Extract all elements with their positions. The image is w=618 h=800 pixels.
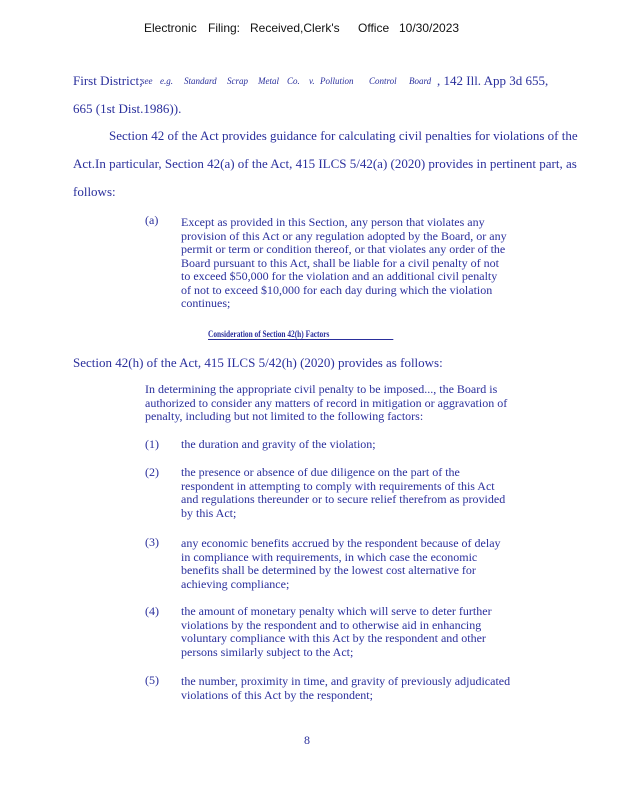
quote-a-text — [181, 216, 507, 311]
quote-line: permit or term or condition thereof, or that violates any order of the — [181, 242, 506, 256]
factor-line: the presence or absence of due diligence on the part of the — [181, 465, 460, 479]
citation-reporter: , 142 Ill. App 3d 655, — [437, 73, 549, 88]
factor-line: the number, proximity in time, and gravity of previously adjudicated — [181, 674, 511, 688]
citation-word: see — [141, 76, 153, 86]
para1-line3: follows: — [73, 184, 116, 199]
quote-line: Except as provided in this Section, any person that violates any — [181, 215, 485, 229]
factor-line: in compliance with requirements, in which case the economic — [181, 549, 478, 564]
quote-line: provision of this Act or any regulation adopted by the Board, or any — [181, 228, 507, 243]
factor-line: the duration and gravity of the violation; — [181, 437, 376, 451]
factor-number: (1) — [145, 437, 159, 451]
citation-word: Metal — [258, 76, 279, 86]
factor-line: persons similarly subject to the Act; — [181, 644, 354, 659]
citation-line2: 665 (1st Dist.1986)). — [73, 101, 182, 116]
quote-line: In determining the appropriate civil penalty to be imposed..., the Board is — [145, 382, 498, 396]
header-office: Office — [358, 21, 390, 35]
header-electronic: Electronic — [144, 21, 197, 35]
citation-word: Scrap — [227, 76, 248, 86]
quote-line: Board pursuant to this Act, shall be liable for a civil penalty of not — [181, 255, 499, 270]
factor-line: benefits shall be determined by the lowest cost alternative for — [181, 563, 476, 577]
citation-word: Pollution — [320, 76, 354, 86]
quote-line: continues; — [181, 296, 231, 310]
factor-line: by this Act; — [181, 505, 237, 520]
citation-word: v. — [309, 76, 315, 86]
section-42h-intro: Section 42(h) of the Act, 415 ILCS 5/42(h) (2020) provides as follows: — [73, 355, 443, 370]
quote-h-intro — [145, 383, 507, 424]
header-received: Received,Clerk's — [250, 21, 340, 35]
factor-line: any economic benefits accrued by the respondent because of delay — [181, 536, 501, 550]
factor-line: violations by the respondent and to otherwise aid in enhancing — [181, 617, 482, 632]
factor-line: voluntary compliance with this Act by the respondent and other — [181, 631, 486, 645]
factor-number: (5) — [145, 673, 159, 687]
quote-a-label: (a) — [145, 213, 159, 227]
quote-line: authorized to consider any matters of record in mitigation or aggravation of — [145, 395, 508, 410]
quote-line: to exceed $50,000 for the violation and an additional civil penalty — [181, 269, 498, 283]
factor-number: (3) — [145, 535, 159, 549]
factor-line: and regulations thereunder or to secure relief therefrom as provided — [181, 492, 506, 506]
header-filing: Filing: — [208, 21, 241, 35]
factor-text — [181, 537, 501, 591]
citation-word: e.g. — [160, 76, 173, 86]
factor-text — [181, 438, 376, 452]
factor-number: (4) — [145, 604, 159, 618]
para1-line1: Section 42 of the Act provides guidance for calculating civil penalties for violations of the — [109, 128, 578, 143]
citation-word: Co. — [287, 76, 300, 86]
citation-word: Board — [409, 76, 432, 86]
quote-line: of not to exceed $10,000 for each day during which the violation — [181, 282, 493, 297]
factor-line: the amount of monetary penalty which will serve to deter further — [181, 604, 492, 618]
header-date: 10/30/2023 — [399, 21, 460, 35]
section-subheading: Consideration of Section 42(h) Factors — [208, 329, 393, 340]
factor-text — [181, 605, 492, 659]
page-number: 8 — [304, 733, 310, 747]
citation-word: Standard — [184, 76, 217, 86]
citation-district: First District; — [73, 73, 143, 88]
factor-line: violations of this Act by the respondent; — [181, 687, 373, 702]
quote-line: penalty, including but not limited to the following factors: — [145, 409, 424, 423]
factor-text — [181, 466, 505, 520]
factor-line: achieving compliance; — [181, 576, 290, 591]
factor-line: respondent in attempting to comply with requirements of this Act — [181, 478, 495, 493]
citation-word: Control — [369, 76, 397, 86]
factor-text — [181, 675, 510, 702]
para1-line2: Act.In particular, Section 42(a) of the Act, 415 ILCS 5/42(a) (2020) provides in pertinent part, as — [73, 156, 577, 171]
factor-number: (2) — [145, 465, 159, 479]
